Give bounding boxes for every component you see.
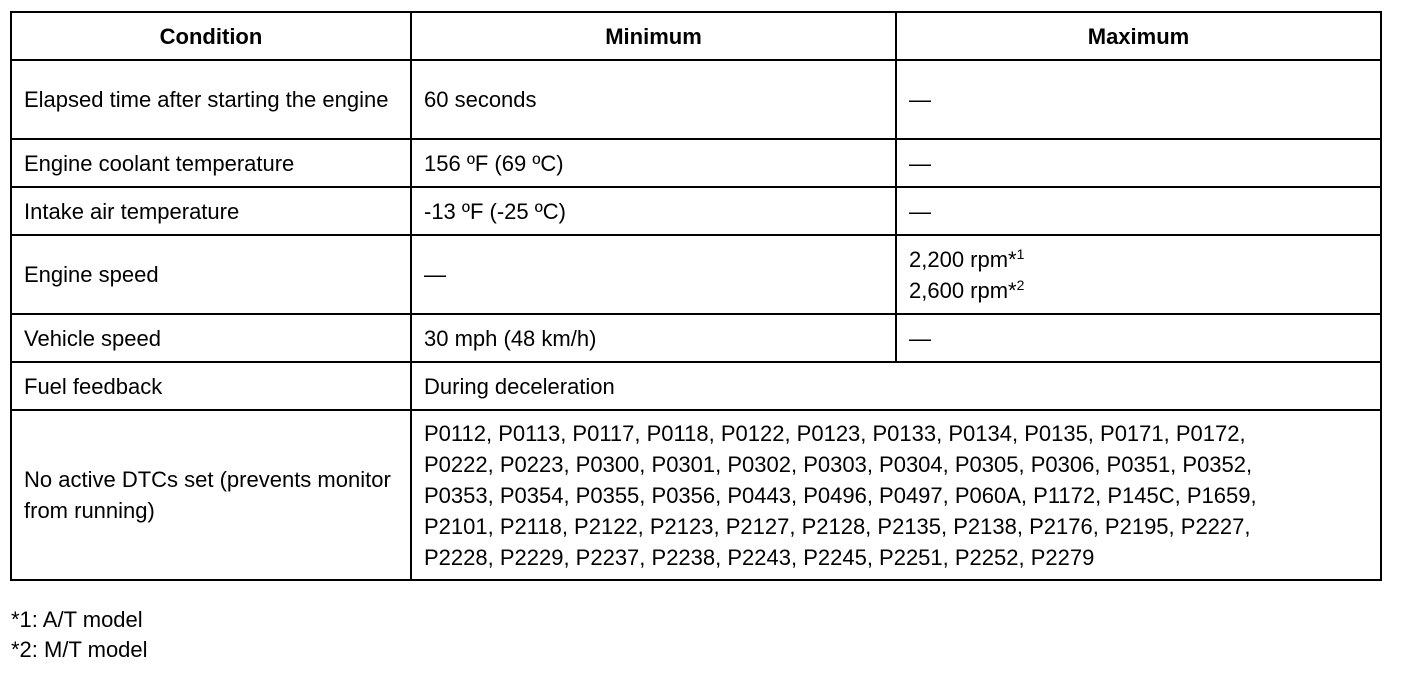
maximum-cell bbox=[896, 235, 1381, 314]
minimum-cell: 156 ºF (69 ºC) bbox=[411, 139, 896, 187]
conditions-table bbox=[10, 11, 1382, 581]
footnote-1: *1: A/T model bbox=[11, 607, 143, 632]
condition-cell: Elapsed time after starting the engine bbox=[11, 60, 411, 139]
max-rpm-mt bbox=[909, 275, 1368, 306]
condition-cell: No active DTCs set (prevents monitor from running) bbox=[11, 410, 411, 580]
table-row bbox=[11, 60, 1381, 139]
maximum-cell: — bbox=[896, 314, 1381, 362]
maximum-cell: — bbox=[896, 60, 1381, 139]
table-row bbox=[11, 235, 1381, 314]
header-condition: Condition bbox=[11, 12, 411, 60]
condition-cell: Intake air temperature bbox=[11, 187, 411, 235]
dtc-line: P0353, P0354, P0355, P0356, P0443, P0496, P0497, P060A, P1172, P145C, P1659, bbox=[424, 482, 1257, 508]
max-rpm-at bbox=[909, 244, 1368, 275]
minimum-cell: 60 seconds bbox=[411, 60, 896, 139]
footnote-ref: 1 bbox=[1016, 245, 1025, 262]
table-row bbox=[11, 314, 1381, 362]
minimum-cell: — bbox=[411, 235, 896, 314]
dtc-line: P0112, P0113, P0117, P0118, P0122, P0123, P0133, P0134, P0135, P0171, P0172, bbox=[424, 420, 1246, 446]
table-row bbox=[11, 362, 1381, 410]
header-minimum: Minimum bbox=[411, 12, 896, 60]
max-rpm-at-value: 2,200 rpm* bbox=[909, 246, 1017, 272]
condition-cell: Vehicle speed bbox=[11, 314, 411, 362]
table-row bbox=[11, 187, 1381, 235]
minimum-cell: -13 ºF (-25 ºC) bbox=[411, 187, 896, 235]
condition-cell: Engine speed bbox=[11, 235, 411, 314]
minimum-cell: 30 mph (48 km/h) bbox=[411, 314, 896, 362]
condition-cell: Engine coolant temperature bbox=[11, 139, 411, 187]
table-row bbox=[11, 139, 1381, 187]
table-header-row bbox=[11, 12, 1381, 60]
footnote-2: *2: M/T model bbox=[11, 637, 148, 662]
table-row bbox=[11, 410, 1381, 580]
footnotes bbox=[11, 605, 148, 665]
maximum-cell: — bbox=[896, 187, 1381, 235]
spanned-value-cell: During deceleration bbox=[411, 362, 1381, 410]
condition-cell: Fuel feedback bbox=[11, 362, 411, 410]
dtc-line: P2228, P2229, P2237, P2238, P2243, P2245, P2251, P2252, P2279 bbox=[424, 544, 1095, 570]
dtc-line: P0222, P0223, P0300, P0301, P0302, P0303, P0304, P0305, P0306, P0351, P0352, bbox=[424, 451, 1253, 477]
dtc-line: P2101, P2118, P2122, P2123, P2127, P2128, P2135, P2138, P2176, P2195, P2227, bbox=[424, 513, 1251, 539]
dtc-list-cell bbox=[411, 410, 1381, 580]
footnote-ref: 2 bbox=[1016, 276, 1025, 293]
header-maximum: Maximum bbox=[896, 12, 1381, 60]
max-rpm-mt-value: 2,600 rpm* bbox=[909, 277, 1017, 303]
maximum-cell: — bbox=[896, 139, 1381, 187]
